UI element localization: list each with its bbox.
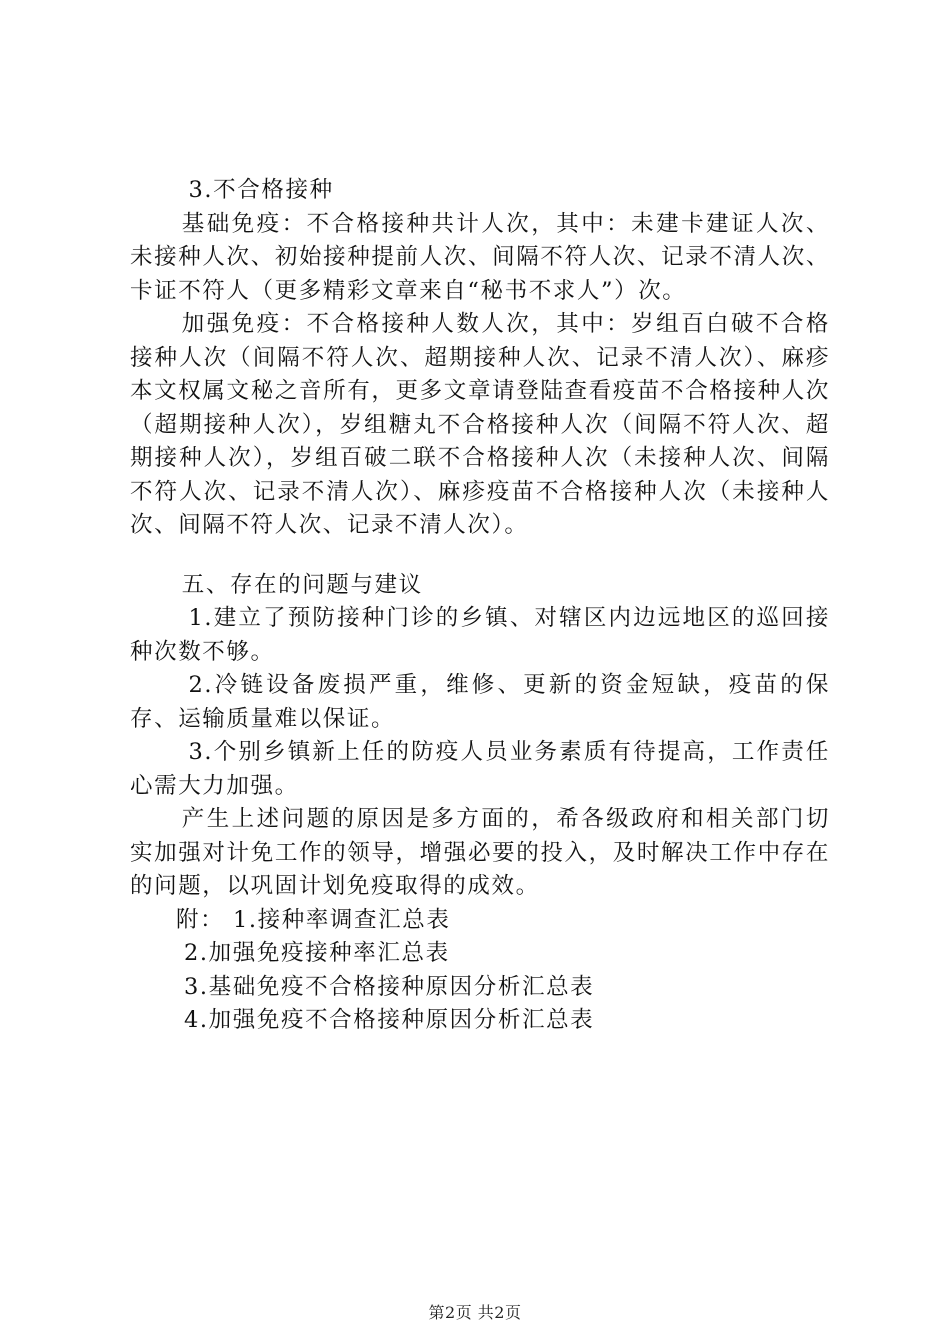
section-5-heading: 五、存在的问题与建议 <box>181 571 423 598</box>
page-footer <box>0 1300 950 1323</box>
section-3-heading: 3.不合格接种 <box>188 177 334 203</box>
document-body <box>130 174 830 1038</box>
page-number: 第2页 共2页 <box>428 1303 522 1322</box>
appendix-item-3: 3.基础免疫不合格接种原因分析汇总表 <box>184 973 595 1000</box>
appendix-item-1: 附： 1.接种率调查汇总表 <box>176 906 451 933</box>
issue-2-paragraph: 2.冷链设备废损严重，维修、更新的资金短缺，疫苗的保存、运输质量难以保证。 <box>130 672 830 732</box>
basic-immunization-paragraph: 基础免疫：不合格接种共计人次，其中：未建卡建证人次、未接种人次、初始接种提前人次、间隔不符人次、记录不清人次、卡证不符人（更多精彩文章来自“秘书不求人”）次。 <box>130 210 830 304</box>
issue-1-paragraph: 1.建立了预防接种门诊的乡镇、对辖区内边远地区的巡回接种次数不够。 <box>130 605 830 665</box>
conclusion-paragraph: 产生上述问题的原因是多方面的，希各级政府和相关部门切实加强对计免工作的领导，增强必要的投入，及时解决工作中存在的问题，以巩固计划免疫取得的成效。 <box>130 806 830 899</box>
appendix-item-2: 2.加强免疫接种率汇总表 <box>184 940 450 966</box>
issue-3-paragraph: 3.个别乡镇新上任的防疫人员业务素质有待提高，工作责任心需大力加强。 <box>130 739 830 799</box>
paragraph-gap <box>130 543 830 569</box>
booster-immunization-paragraph: 加强免疫：不合格接种人数人次，其中：岁组百白破不合格接种人次（间隔不符人次、超期接种人次、记录不清人次）、麻疹本文权属文秘之音所有，更多文章请登陆查看疫苗不合格接种人次（超期接种人次），岁组糖丸不合格接种人次（间隔不符人次、超期接种人次），岁组百破二联不合格接种人次（未接种人次、间隔不符人次、记录不清人次）、麻疹疫苗不合格接种人次（未接种人次、间隔不符人次、记录不清人次）。 <box>130 311 830 538</box>
appendix-item-4: 4.加强免疫不合格接种原因分析汇总表 <box>184 1007 595 1033</box>
